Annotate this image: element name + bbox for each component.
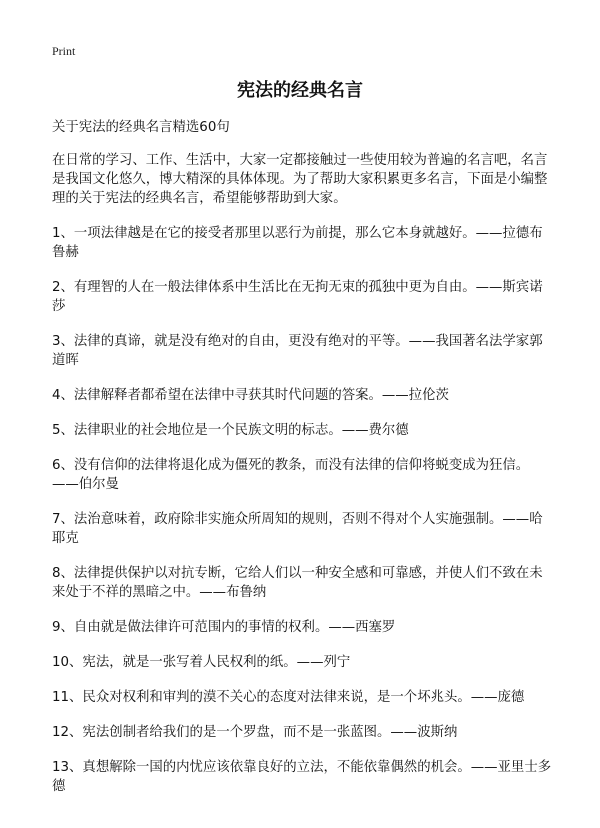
quote-item-11: 11、民众对权利和审判的漠不关心的态度对法律来说，是一个坏兆头。——庞德 <box>52 690 525 705</box>
intro-paragraph: 在日常的学习、工作、生活中，大家一定都接触过一些使用较为普遍的名言吧，名言是我国文化悠久，博大精深的具体体现。为了帮助大家积累更多名言，下面是小编整理的关于宪法的经典名言，希望能够帮助到大家。 <box>52 153 548 206</box>
quote-item-8: 8、法律提供保护以对抗专断，它给人们以一种安全感和可靠感，并使人们不致在未来处于不祥的黑暗之中。——布鲁纳 <box>52 566 543 600</box>
quote-item-3: 3、法律的真谛，就是没有绝对的自由，更没有绝对的平等。——我国著名法学家郭道晖 <box>52 334 543 368</box>
quote-item-6: 6、没有信仰的法律将退化成为僵死的教条，而没有法律的信仰将蜕变成为狂信。——伯尔曼 <box>52 458 530 492</box>
quote-item-10: 10、宪法，就是一张写着人民权利的纸。——列宁 <box>52 655 351 670</box>
quote-item-1: 1、一项法律越是在它的接受者那里以恶行为前提，那么它本身就越好。——拉德布鲁赫 <box>52 226 543 260</box>
article-body <box>52 118 552 812</box>
quote-item-7: 7、法治意味着，政府除非实施众所周知的规则，否则不得对个人实施强制。——哈耶克 <box>52 512 543 546</box>
article-subtitle: 关于宪法的经典名言精选60句 <box>52 120 230 135</box>
print-link[interactable]: Print <box>52 44 76 58</box>
quote-item-4: 4、法律解释者都希望在法律中寻获其时代问题的答案。——拉伦茨 <box>52 388 449 403</box>
quote-item-12: 12、宪法创制者给我们的是一个罗盘，而不是一张蓝图。——波斯纳 <box>52 725 458 740</box>
page-title: 宪法的经典名言 <box>237 80 363 101</box>
quote-item-13: 13、真想解除一国的内忧应该依靠良好的立法，不能依靠偶然的机会。——亚里士多德 <box>52 760 552 794</box>
quote-item-9: 9、自由就是做法律许可范围内的事情的权利。——西塞罗 <box>52 620 396 635</box>
quote-item-2: 2、有理智的人在一般法律体系中生活比在无拘无束的孤独中更为自由。——斯宾诺莎 <box>52 280 543 314</box>
quote-item-5: 5、法律职业的社会地位是一个民族文明的标志。——费尔德 <box>52 423 409 438</box>
